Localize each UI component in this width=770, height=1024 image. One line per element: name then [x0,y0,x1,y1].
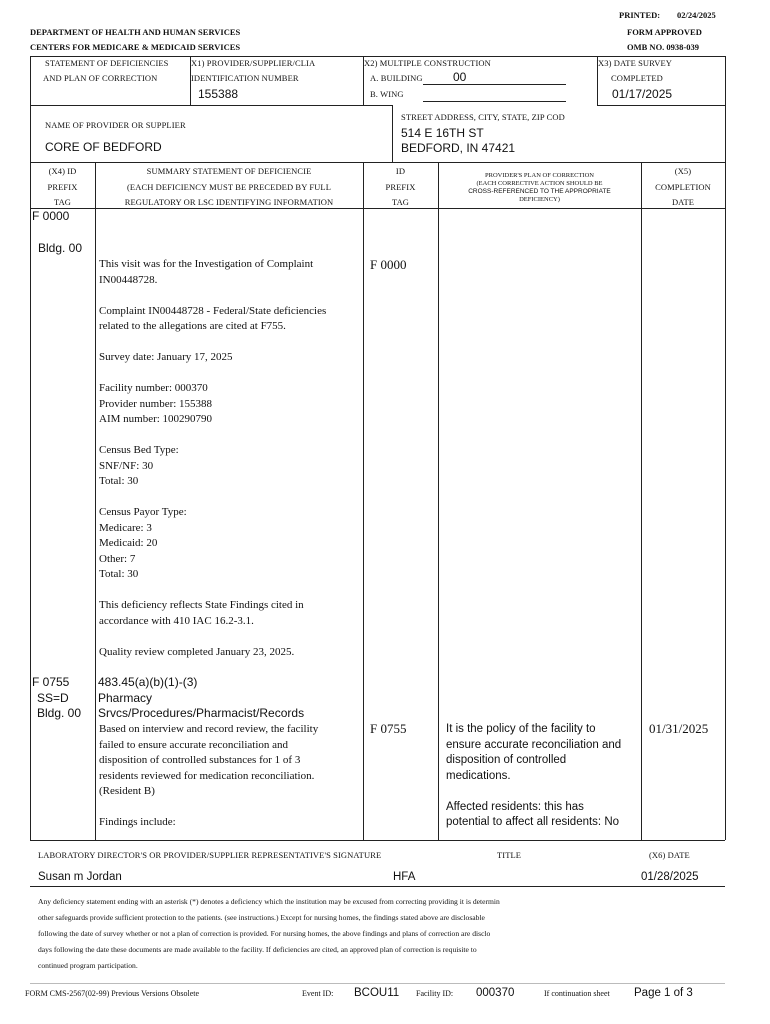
notice-line: days following the date these documents are made available to the facility. If deficiencies are cited, an approved plan of correction is requisite to [38,945,477,954]
building-tag-1: Bldg. 00 [38,241,83,255]
summary-header-1: SUMMARY STATEMENT OF DEFICIENCIE [146,166,312,176]
facility-id-value: 000370 [476,987,515,999]
prefix-tag-2: F 0755 [32,675,70,689]
plan-line: disposition of controlled [446,754,567,766]
text-line: Other: 7 [99,552,136,565]
plan-line: ensure accurate reconciliation and [446,738,622,751]
title-label: TITLE [497,850,522,860]
x4-header-3: TAG [53,197,72,207]
severity-scope: SS=D [37,690,69,705]
x4-header-2: PREFIX [47,182,78,192]
x5-header-3: DATE [671,197,695,207]
survey-date-value: 01/17/2025 [612,87,673,101]
text-line: related to the allegations are cited at F755. [99,320,286,332]
text-line: Findings include: [99,816,176,828]
text-line: AIM number: 100290790 [99,413,213,425]
building-tag-2: Bldg. 00 [37,706,82,720]
plan-line: It is the policy of the facility to [446,723,596,735]
plan-header-3: CROSS-REFERENCED TO THE APPROPRIATE [468,188,611,195]
summary-header-2: (EACH DEFICIENCY MUST BE PRECEDED BY FULL [126,182,332,192]
text-line: accordance with 410 IAC 16.2-3.1. [99,614,254,627]
form-approved: FORM APPROVED [627,27,702,37]
notice-line: continued program participation. [38,961,138,970]
printed-date: 02/24/2025 [677,10,716,20]
text-line: Provider number: 155388 [99,397,213,410]
prefix-tag-1: F 0000 [32,209,70,223]
regulation-line: Srvcs/Procedures/Pharmacist/Records [98,706,305,720]
provider-name-value: CORE OF BEDFORD [45,140,162,154]
text-line: Quality review completed January 23, 2025. [99,645,295,658]
regulation-block [98,675,304,722]
x3-label-1: X3) DATE SURVEY [598,58,673,68]
x4-header-1: (X4) ID [48,166,77,176]
plan-header-4: DEFICIENCY) [519,196,560,203]
stmt-label-1: STATEMENT OF DEFICIENCIES [45,58,169,68]
text-line: Census Payor Type: [99,506,187,518]
date-label: (X6) DATE [649,850,690,860]
text-line: This visit was for the Investigation of Complaint [99,258,314,270]
text-line: Census Bed Type: [99,444,179,456]
address-label: STREET ADDRESS, CITY, STATE, ZIP COD [401,112,565,122]
notice-line: other safeguards provide sufficient protection to the patients. (see instructions.) Except for nursing homes, the findings stated above are disclosable [38,913,485,922]
centers-title: CENTERS FOR MEDICARE & MEDICAID SERVICES [30,42,241,52]
plan-line: medications. [446,769,511,782]
text-line: failed to ensure accurate reconciliation and [99,738,289,751]
id-header-2: PREFIX [385,182,416,192]
signature-value: Susan m Jordan [38,871,122,883]
text-line: Total: 30 [99,475,139,487]
continuation-label: If continuation sheet [544,989,610,998]
wing-label: B. WING [370,89,404,99]
dept-title: DEPARTMENT OF HEALTH AND HUMAN SERVICES [30,27,241,37]
building-value: 00 [453,70,467,84]
signature-date: 01/28/2025 [641,871,699,883]
regulation-line: 483.45(a)(b)(1)-(3) [98,675,198,689]
text-line: IN00448728. [99,273,158,286]
text-line: Facility number: 000370 [99,382,208,394]
text-line: Complaint IN00448728 - Federal/State deficiencies [99,304,327,317]
summary-header-3: REGULATORY OR LSC IDENTIFYING INFORMATION [124,197,334,207]
notice-text [38,894,500,974]
provider-id-value: 155388 [198,87,239,101]
text-line: This deficiency reflects State Findings cited in [99,599,304,611]
text-line: (Resident B) [99,785,155,797]
notice-line: Any deficiency statement ending with an asterisk (*) denotes a deficiency which the institution may be excused from correcting providing it is determin [38,897,500,906]
x2-label: X2) MULTIPLE CONSTRUCTION [364,58,491,68]
x5-header-1: (X5) [674,166,692,176]
text-line: residents reviewed for medication reconciliation. [99,769,315,782]
plan-line: potential to affect all residents: No [446,816,620,828]
address-line-2: BEDFORD, IN 47421 [401,141,516,155]
text-line: Medicaid: 20 [99,537,158,549]
plan-line: Affected residents: this has [446,800,584,813]
x1-label-2: IDENTIFICATION NUMBER [191,73,299,83]
text-line: disposition of controlled substances for 1 of 3 [99,754,301,766]
omb-number: OMB NO. 0938-039 [627,42,700,52]
page-number: Page 1 of 3 [634,987,693,999]
provider-name-label: NAME OF PROVIDER OR SUPPLIER [45,120,186,130]
id-header-1: ID [395,166,406,176]
address-line-1: 514 E 16TH ST [401,126,484,140]
x3-label-2: COMPLETED [611,73,663,83]
plan-header-1: PROVIDER'S PLAN OF CORRECTION [485,172,594,179]
text-line: Survey date: January 17, 2025 [99,351,233,363]
building-label: A. BUILDING [370,73,423,83]
notice-line: following the date of survey whether or not a plan of correction is provided. For nursing homes, the above findings and plans of correction are disclo [38,929,491,938]
id-prefix-tag-2: F 0755 [370,721,407,736]
x1-label-1: X1) PROVIDER/SUPPLIER/CLIA [191,58,316,68]
stmt-label-2: AND PLAN OF CORRECTION [43,73,158,83]
signature-label: LABORATORY DIRECTOR'S OR PROVIDER/SUPPLIER REPRESENTATIVE'S SIGNATURE [38,850,382,860]
event-id-value: BCOU11 [354,987,400,999]
text-line: Based on interview and record review, the facility [99,723,319,735]
x5-header-2: COMPLETION [655,182,711,192]
id-header-3: TAG [391,197,410,207]
regulation-line: Pharmacy [98,690,153,705]
completion-date: 01/31/2025 [649,721,709,736]
form-number: FORM CMS-2567(02-99) Previous Versions Obsolete [25,989,200,998]
text-line: SNF/NF: 30 [99,459,154,472]
plan-header-2: (EACH CORRECTIVE ACTION SHOULD BE [476,180,603,187]
text-line: Total: 30 [99,568,139,580]
prefix-block-2 [32,675,81,722]
event-id-label: Event ID: [302,989,334,998]
id-prefix-tag-1: F 0000 [370,257,407,272]
facility-id-label: Facility ID: [416,989,454,998]
text-line: Medicare: 3 [99,521,152,534]
title-value: HFA [393,871,416,883]
printed-label: PRINTED: [619,10,661,20]
